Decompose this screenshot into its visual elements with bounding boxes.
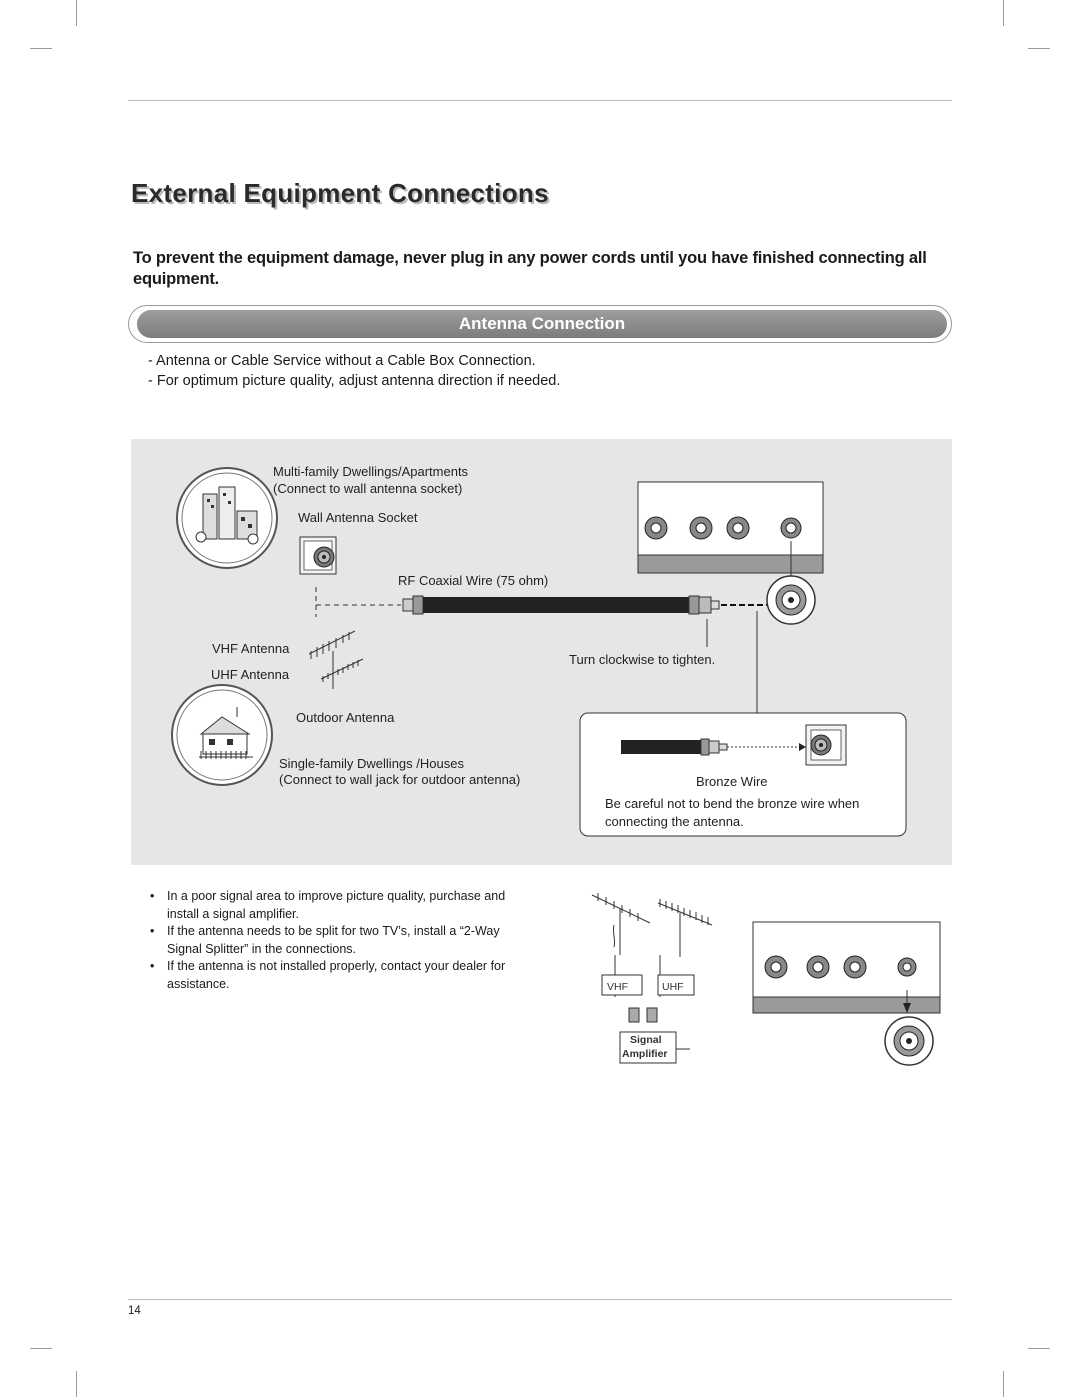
rf-coaxial-wire-label: RF Coaxial Wire (75 ohm) <box>398 573 549 588</box>
vhf-antenna-label: VHF Antenna <box>212 641 290 656</box>
page-title: External Equipment Connections <box>131 178 549 208</box>
vhf-tag: VHF <box>607 981 628 993</box>
tip-item: • In a poor signal area to improve picture quality, purchase and install a signal amplifier. <box>150 888 535 923</box>
uhf-antenna-icon <box>658 899 712 957</box>
tv-back-panel-icon <box>753 922 940 1013</box>
wall-antenna-socket-label: Wall Antenna Socket <box>298 510 418 525</box>
intro-line-2: - For optimum picture quality, adjust antenna direction if needed. <box>148 373 561 389</box>
single-family-label: Single-family Dwellings /Houses <box>279 756 464 771</box>
tip-item: • If the antenna needs to be split for two TV’s, install a “2-Way Signal Splitter” in the connections. <box>150 923 535 958</box>
bronze-wire-note-1: Be careful not to bend the bronze wire when <box>605 796 860 811</box>
intro-line-1: - Antenna or Cable Service without a Cable Box Connection. <box>148 353 536 369</box>
antenna-diagram-panel <box>131 439 952 865</box>
bronze-wire-label: Bronze Wire <box>696 774 768 789</box>
tip-item: • If the antenna is not installed properly, contact your dealer for assistance. <box>150 958 535 993</box>
crop-mark <box>1028 1348 1050 1349</box>
section-heading: Antenna Connection <box>137 310 947 338</box>
wall-antenna-socket-icon <box>300 537 336 574</box>
bronze-wire-note-2: connecting the antenna. <box>605 814 744 829</box>
footer-rule <box>128 1299 952 1300</box>
crop-mark <box>30 1348 52 1349</box>
apartment-building-icon <box>177 468 277 568</box>
connector-plug-icon <box>629 1008 657 1022</box>
crop-mark <box>1003 0 1004 26</box>
vhf-antenna-icon <box>592 893 650 955</box>
single-family-sublabel: (Connect to wall jack for outdoor antenna) <box>279 772 521 787</box>
crop-mark <box>30 48 52 49</box>
amplifier-label: Amplifier <box>622 1048 668 1060</box>
outdoor-antenna-icon <box>309 631 363 689</box>
antenna-input-zoom-icon <box>767 576 815 624</box>
section-heading-band <box>128 305 952 343</box>
crop-mark <box>76 0 77 26</box>
crop-mark <box>1003 1371 1004 1397</box>
page-number: 14 <box>128 1305 141 1317</box>
antenna-input-zoom-icon <box>885 1017 933 1065</box>
signal-amplifier-illustration <box>580 885 960 1075</box>
crop-mark <box>1028 48 1050 49</box>
uhf-tag: UHF <box>662 981 684 993</box>
multi-family-label: Multi-family Dwellings/Apartments <box>273 464 469 479</box>
tips-list <box>150 888 535 993</box>
outdoor-antenna-label: Outdoor Antenna <box>296 710 395 725</box>
header-rule <box>128 100 952 101</box>
tv-back-panel-icon <box>638 482 823 577</box>
rf-coaxial-cable-icon <box>403 596 719 614</box>
multi-family-sublabel: (Connect to wall antenna socket) <box>273 481 463 496</box>
house-icon <box>172 685 272 785</box>
crop-mark <box>76 1371 77 1397</box>
signal-label: Signal <box>630 1034 662 1046</box>
uhf-antenna-label: UHF Antenna <box>211 667 290 682</box>
turn-clockwise-label: Turn clockwise to tighten. <box>569 652 716 667</box>
warning-text: To prevent the equipment damage, never plug in any power cords until you have finished connecting all equipment. <box>133 249 927 288</box>
